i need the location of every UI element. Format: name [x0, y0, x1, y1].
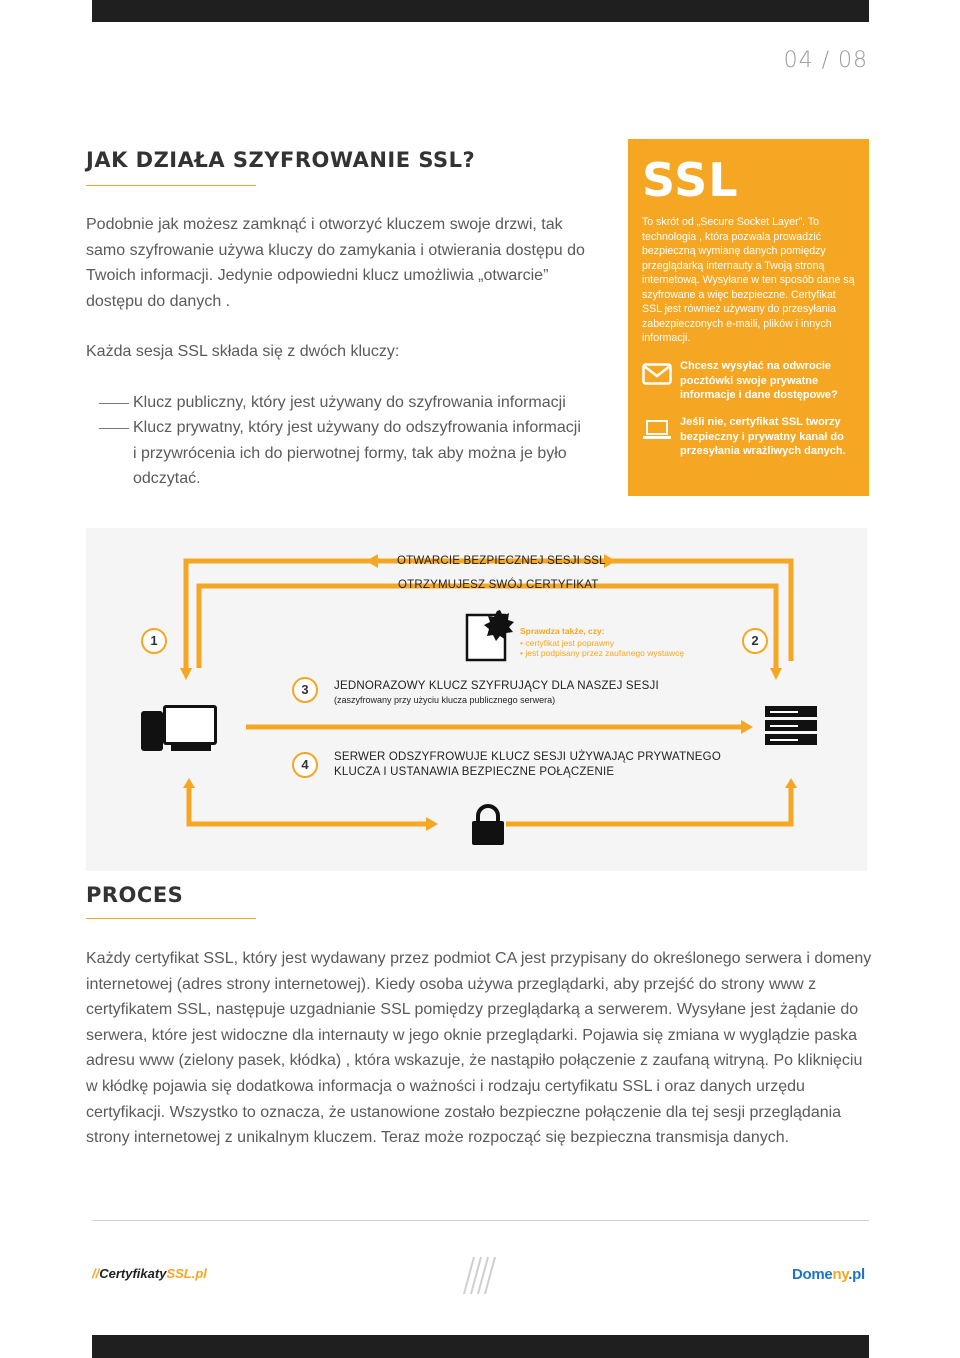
- step-number-2: 2: [742, 628, 768, 654]
- logo-text: .pl: [848, 1266, 865, 1283]
- top-bar: [92, 0, 869, 22]
- intro-paragraph: Podobnie jak możesz zamknąć i otworzyć kluczem swoje drzwi, tak samo szyfrowanie używa kluczy do zamykania i otwierania dostępu do Twoich informacji. Jedynie odpowiedni klucz umożliwia „otwarcie” dostępu do danych .: [86, 216, 585, 310]
- ssl-info-box: [628, 139, 869, 496]
- footer-divider: [92, 1220, 869, 1221]
- slashes-icon: [462, 1256, 498, 1296]
- step-receive-certificate: OTRZYMUJESZ SWÓJ CERTYFIKAT: [398, 579, 599, 591]
- step-open-session: OTWARCIE BEZPIECZNEJ SESJI SSL: [397, 555, 606, 567]
- ssl-box-item-text: Chcesz wysyłać na odwrocie pocztówki swoje prywatne informacje i dane dostępowe?: [680, 360, 838, 401]
- title-underline: [86, 185, 256, 186]
- logo-text-accent: SSL.pl: [166, 1266, 207, 1281]
- envelope-icon: [642, 363, 672, 385]
- ssl-box-item-text: Jeśli nie, certyfikat SSL tworzy bezpieczny i prywatny kanał do przesyłania wrażliwych danych.: [680, 416, 846, 457]
- logo-text-accent: ny: [832, 1266, 849, 1283]
- laptop-icon: [642, 419, 672, 441]
- keys-list: [86, 390, 586, 492]
- step4-line1: SERWER ODSZYFROWUJE KLUCZ SESJI UŻYWAJĄC PRYWATNEGO: [334, 751, 721, 763]
- check-item: • certyfikat jest poprawny: [520, 638, 615, 648]
- ssl-box-title: SSL: [642, 153, 739, 207]
- keys-intro: Każda sesja SSL składa się z dwóch kluczy:: [86, 343, 400, 360]
- title-underline: [86, 918, 256, 919]
- step4-line2: KLUCZA I USTANAWIA BEZPIECZNE POŁĄCZENIE: [334, 766, 615, 778]
- intro-text: [86, 212, 586, 492]
- ssl-box-description: To skrót od „Secure Socket Layer”. To technologia , która pozwala prowadzić bezpieczną wymianę danych pomiędzy przeglądarką internauty a Twoją stroną internetową. Wysyłane w ten sposób dane są szyfrowane a więc bezpieczne. Certyfikat SSL jest również używany do przesyłania zabezpieczonych e-maili, plików i innych informacji.: [642, 216, 855, 344]
- step-number-1: 1: [141, 628, 167, 654]
- step3-title: JEDNORAZOWY KLUCZ SZYFRUJĄCY DLA NASZEJ SESJI: [334, 680, 659, 692]
- list-item: Klucz publiczny, który jest używany do szyfrowania informacji: [86, 390, 586, 416]
- check-title: Sprawdza także, czy:: [520, 626, 605, 636]
- step-number-4: 4: [292, 752, 318, 778]
- section-title-proces: PROCES: [86, 883, 184, 907]
- certificate-icon: [467, 610, 514, 660]
- proces-paragraph: Każdy certyfikat SSL, który jest wydawany przez podmiot CA jest przypisany do określonego serwera i domeny internetowej (adres strony internetowej). Kiedy osoba używa przeglądarki, aby przejść do strony www z certyfikatem SSL, następuje uzgadnianie SSL pomiędzy przeglądarką a serwerem. Wysyłane jest żądanie do serwera, które jest widoczne dla internauty w jego oknie przeglądarki. Pojawia się zmiana w wyglądzie paska adresu www (zielony pasek, kłódka) , która wskazuje, że nastąpiło połączenie z zaufaną witryną. Po kliknięciu w kłódkę pojawia się dodatkowa informacja o ważności i rodzaju certyfikatu SSL i oraz danych urzędu certyfikacji. Wszystko to oznacza, że ustanowione zostało bezpieczne połączenie dla tej sesji przeglądania strony internetowej z unikalnym kluczem. Teraz może rozpocząć się bezpieczna transmisja danych.: [86, 950, 872, 1147]
- lock-icon: [472, 806, 504, 845]
- step3-subtitle: (zaszyfrowany przy użyciu klucza publicznego serwera): [334, 695, 556, 705]
- server-icon: [765, 706, 817, 745]
- check-item: • jest podpisany przez zaufanego wystawcę: [520, 648, 685, 658]
- ssl-handshake-diagram: [86, 528, 867, 871]
- certyfikatyssl-logo[interactable]: [92, 1266, 207, 1281]
- list-item: Klucz prywatny, który jest używany do odszyfrowania informacji i przywrócenia ich do pierwotnej formy, tak aby można je było odczytać.: [86, 415, 586, 492]
- computer-icon: [141, 705, 217, 751]
- logo-slashes: //: [92, 1266, 100, 1281]
- logo-text: Dome: [792, 1266, 833, 1283]
- logo-text: Certyfikaty: [99, 1266, 167, 1281]
- section-title-ssl: JAK DZIAŁA SZYFROWANIE SSL?: [86, 148, 476, 172]
- step-number-3: 3: [292, 677, 318, 703]
- page-number: 04 / 08: [783, 48, 868, 73]
- domeny-logo[interactable]: [792, 1266, 865, 1283]
- bottom-bar: [92, 1335, 869, 1358]
